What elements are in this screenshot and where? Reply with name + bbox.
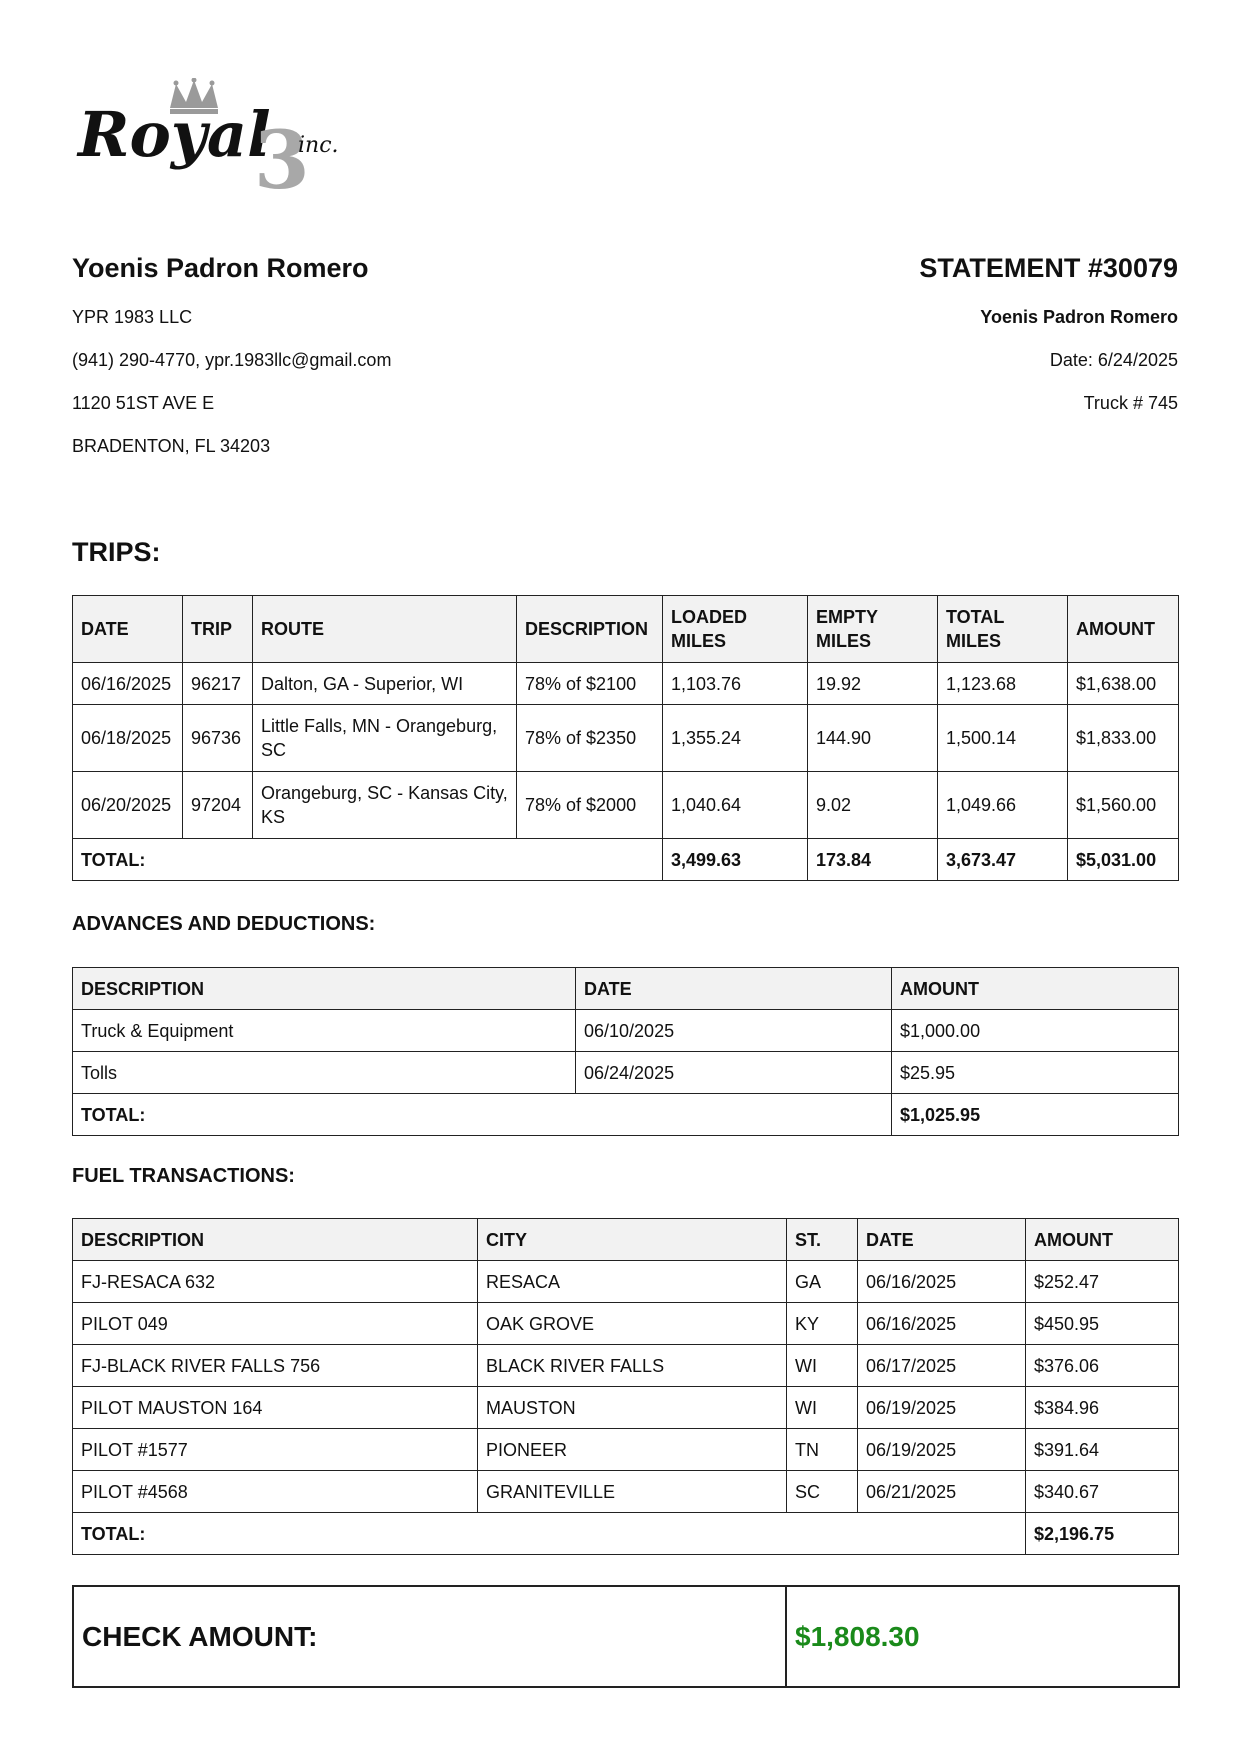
- trip-amount: $1,833.00: [1068, 705, 1179, 772]
- table-row: [73, 1010, 1179, 1052]
- deductions-total-label: TOTAL:: [73, 1094, 892, 1136]
- driver-address-line1: 1120 51ST AVE E: [72, 393, 215, 413]
- fuel-total-row: [73, 1513, 1179, 1555]
- table-row: [73, 1052, 1179, 1094]
- fuel-amount: $340.67: [1026, 1471, 1179, 1513]
- trip-amount: $1,560.00: [1068, 772, 1179, 839]
- fuel-date: 06/21/2025: [858, 1471, 1026, 1513]
- col-description: DESCRIPTION: [517, 596, 663, 663]
- trip-number: 96736: [183, 705, 253, 772]
- check-row: [73, 1586, 1179, 1687]
- statement-truck: Truck # 745: [1083, 393, 1178, 413]
- fuel-amount: $391.64: [1026, 1429, 1179, 1471]
- logo-text: Royal: [78, 98, 271, 171]
- trip-total-miles: 1,500.14: [938, 705, 1068, 772]
- trip-empty-miles: 19.92: [808, 663, 938, 705]
- statement-page: [72, 0, 1178, 1754]
- trips-total-row: [73, 839, 1179, 881]
- deduction-description: Truck & Equipment: [73, 1010, 576, 1052]
- trips-table: [72, 595, 1179, 881]
- trip-empty-miles: 9.02: [808, 772, 938, 839]
- deductions-header-row: [73, 968, 1179, 1010]
- fuel-description: PILOT 049: [73, 1303, 478, 1345]
- deduction-amount: $25.95: [892, 1052, 1179, 1094]
- fuel-total-label: TOTAL:: [73, 1513, 1026, 1555]
- fuel-city: BLACK RIVER FALLS: [478, 1345, 787, 1387]
- table-row: [73, 705, 1179, 772]
- check-amount-box: [72, 1585, 1180, 1688]
- fuel-date: 06/17/2025: [858, 1345, 1026, 1387]
- logo-number: 3: [254, 113, 310, 193]
- col-empty-miles: EMPTY MILES: [808, 596, 938, 663]
- fuel-description: PILOT MAUSTON 164: [73, 1387, 478, 1429]
- fuel-description: FJ-RESACA 632: [73, 1261, 478, 1303]
- fuel-total-amount: $2,196.75: [1026, 1513, 1179, 1555]
- fuel-amount: $376.06: [1026, 1345, 1179, 1387]
- table-row: [73, 1471, 1179, 1513]
- fuel-state: KY: [787, 1303, 858, 1345]
- fuel-city: PIONEER: [478, 1429, 787, 1471]
- fuel-city: GRANITEVILLE: [478, 1471, 787, 1513]
- deduction-date: 06/10/2025: [576, 1010, 892, 1052]
- trips-total-loaded: 3,499.63: [663, 839, 808, 881]
- trip-date: 06/16/2025: [73, 663, 183, 705]
- table-row: [73, 1429, 1179, 1471]
- col-amount: AMOUNT: [892, 968, 1179, 1010]
- fuel-description: PILOT #4568: [73, 1471, 478, 1513]
- fuel-city: OAK GROVE: [478, 1303, 787, 1345]
- deductions-table: [72, 967, 1179, 1136]
- col-date: DATE: [73, 596, 183, 663]
- fuel-date: 06/16/2025: [858, 1261, 1026, 1303]
- table-row: [73, 1303, 1179, 1345]
- fuel-state: WI: [787, 1387, 858, 1429]
- company-logo: [76, 78, 386, 193]
- trip-date: 06/18/2025: [73, 705, 183, 772]
- col-amount: AMOUNT: [1026, 1219, 1179, 1261]
- col-city: CITY: [478, 1219, 787, 1261]
- trip-date: 06/20/2025: [73, 772, 183, 839]
- trips-heading: TRIPS:: [72, 537, 161, 567]
- fuel-description: FJ-BLACK RIVER FALLS 756: [73, 1345, 478, 1387]
- logo-suffix: inc.: [298, 133, 339, 158]
- table-row: [73, 1261, 1179, 1303]
- trips-total-empty: 173.84: [808, 839, 938, 881]
- trip-loaded-miles: 1,103.76: [663, 663, 808, 705]
- crown-logo-icon: [76, 78, 386, 193]
- col-date: DATE: [858, 1219, 1026, 1261]
- trip-amount: $1,638.00: [1068, 663, 1179, 705]
- fuel-state: SC: [787, 1471, 858, 1513]
- driver-contact: (941) 290-4770, ypr.1983llc@gmail.com: [72, 350, 392, 370]
- fuel-state: WI: [787, 1345, 858, 1387]
- driver-name: Yoenis Padron Romero: [72, 253, 369, 283]
- col-date: DATE: [576, 968, 892, 1010]
- fuel-state: TN: [787, 1429, 858, 1471]
- statement-info: [919, 252, 1178, 414]
- trip-route: Dalton, GA - Superior, WI: [253, 663, 517, 705]
- statement-title: STATEMENT #30079: [919, 253, 1178, 283]
- driver-info: [72, 252, 391, 457]
- trip-number: 97204: [183, 772, 253, 839]
- col-total-miles: TOTAL MILES: [938, 596, 1068, 663]
- trip-description: 78% of $2000: [517, 772, 663, 839]
- trip-loaded-miles: 1,040.64: [663, 772, 808, 839]
- fuel-table: [72, 1218, 1179, 1555]
- statement-date: Date: 6/24/2025: [1049, 350, 1178, 370]
- trip-route: Little Falls, MN - Orangeburg, SC: [253, 705, 517, 772]
- fuel-date: 06/19/2025: [858, 1387, 1026, 1429]
- check-amount-value: $1,808.30: [786, 1586, 1179, 1687]
- deduction-date: 06/24/2025: [576, 1052, 892, 1094]
- driver-company: YPR 1983 LLC: [72, 307, 193, 327]
- fuel-date: 06/16/2025: [858, 1303, 1026, 1345]
- trips-total-label: TOTAL:: [73, 839, 663, 881]
- trip-empty-miles: 144.90: [808, 705, 938, 772]
- trip-total-miles: 1,049.66: [938, 772, 1068, 839]
- fuel-date: 06/19/2025: [858, 1429, 1026, 1471]
- deduction-amount: $1,000.00: [892, 1010, 1179, 1052]
- trips-total-amount: $5,031.00: [1068, 839, 1179, 881]
- fuel-state: GA: [787, 1261, 858, 1303]
- check-amount-label: CHECK AMOUNT:: [73, 1586, 786, 1687]
- table-row: [73, 663, 1179, 705]
- trip-loaded-miles: 1,355.24: [663, 705, 808, 772]
- fuel-city: MAUSTON: [478, 1387, 787, 1429]
- trip-number: 96217: [183, 663, 253, 705]
- fuel-heading: FUEL TRANSACTIONS:: [72, 1165, 295, 1187]
- trips-total-miles: 3,673.47: [938, 839, 1068, 881]
- statement-name: Yoenis Padron Romero: [980, 307, 1178, 327]
- trip-description: 78% of $2100: [517, 663, 663, 705]
- table-row: [73, 1387, 1179, 1429]
- trip-description: 78% of $2350: [517, 705, 663, 772]
- fuel-city: RESACA: [478, 1261, 787, 1303]
- deduction-description: Tolls: [73, 1052, 576, 1094]
- table-row: [73, 772, 1179, 839]
- deductions-total-amount: $1,025.95: [892, 1094, 1179, 1136]
- fuel-header-row: [73, 1219, 1179, 1261]
- trip-route: Orangeburg, SC - Kansas City, KS: [253, 772, 517, 839]
- trips-header-row: [73, 596, 1179, 663]
- table-row: [73, 1345, 1179, 1387]
- col-description: DESCRIPTION: [73, 1219, 478, 1261]
- trip-total-miles: 1,123.68: [938, 663, 1068, 705]
- fuel-amount: $252.47: [1026, 1261, 1179, 1303]
- col-trip: TRIP: [183, 596, 253, 663]
- col-state: ST.: [787, 1219, 858, 1261]
- driver-address-line2: BRADENTON, FL 34203: [72, 436, 271, 456]
- col-route: ROUTE: [253, 596, 517, 663]
- col-loaded-miles: LOADED MILES: [663, 596, 808, 663]
- fuel-description: PILOT #1577: [73, 1429, 478, 1471]
- fuel-amount: $450.95: [1026, 1303, 1179, 1345]
- fuel-amount: $384.96: [1026, 1387, 1179, 1429]
- deductions-heading: ADVANCES AND DEDUCTIONS:: [72, 913, 376, 935]
- deductions-total-row: [73, 1094, 1179, 1136]
- col-amount: AMOUNT: [1068, 596, 1179, 663]
- col-description: DESCRIPTION: [73, 968, 576, 1010]
